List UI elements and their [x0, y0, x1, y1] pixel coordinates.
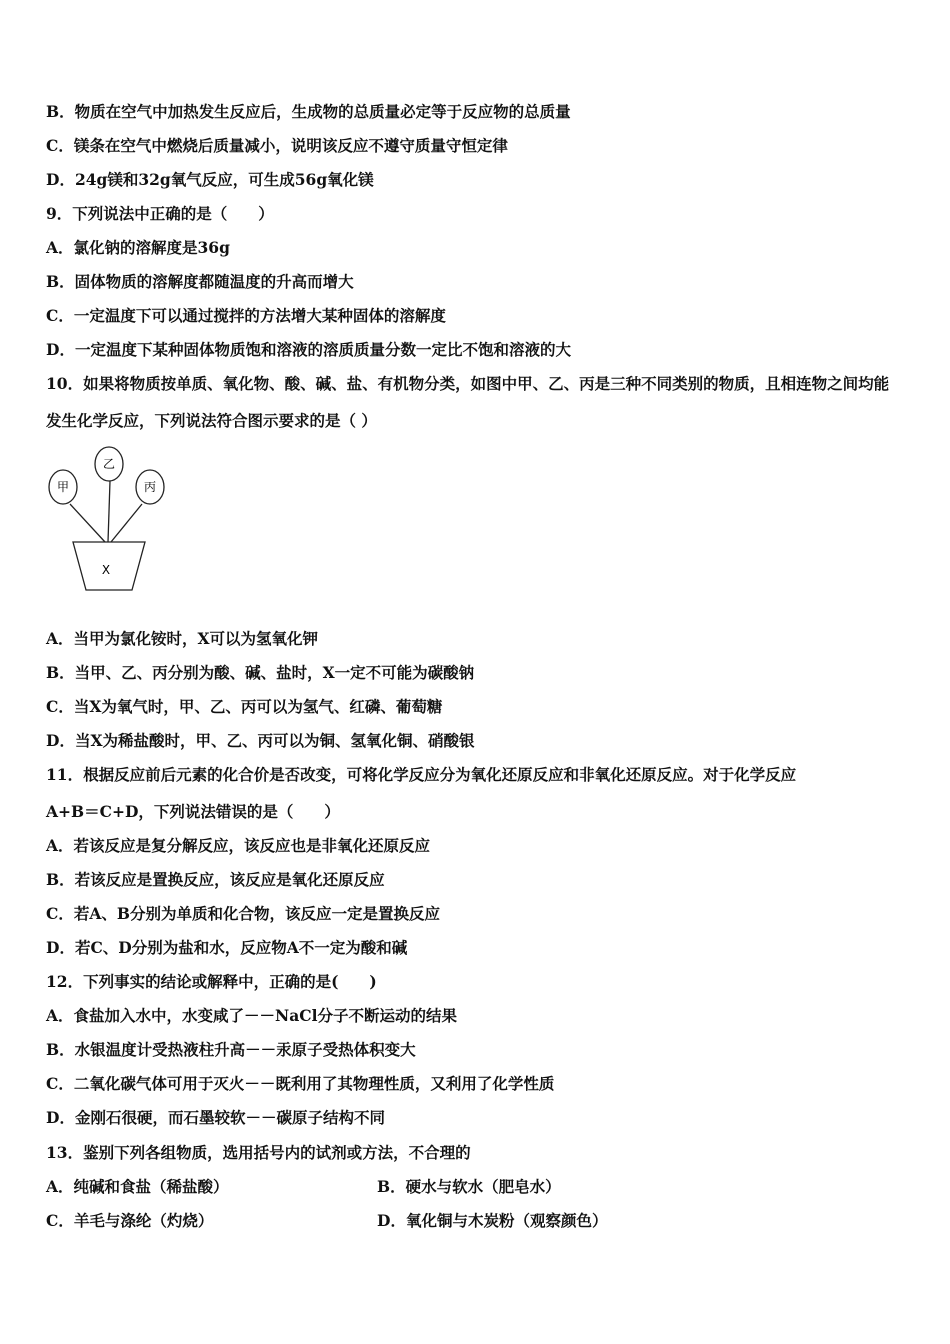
- q10-option-d: D．当X为稀盐酸时，甲、乙、丙可以为铜、氢氧化铜、硝酸银: [46, 731, 475, 750]
- q12-option-d: D．金刚石很硬，而石墨较软－－碳原子结构不同: [46, 1108, 385, 1127]
- q13-option-c: C．羊毛与涤纶（灼烧）: [46, 1211, 214, 1230]
- q9-option-c: C．一定温度下可以通过搅拌的方法增大某种固体的溶解度: [46, 306, 446, 325]
- q11-option-b: B．若该反应是置换反应，该反应是氧化还原反应: [46, 870, 385, 889]
- label-bing: 丙: [143, 480, 157, 494]
- stem-jia: [70, 504, 105, 542]
- q12-option-b: B．水银温度计受热液柱升高－－汞原子受热体积变大: [46, 1040, 416, 1059]
- stem-bing: [111, 504, 142, 542]
- q13-option-b: B．硬水与软水（肥皂水）: [377, 1177, 561, 1196]
- stem-yi: [108, 481, 110, 542]
- label-yi: 乙: [102, 457, 116, 471]
- q10-stem-line2: 发生化学反应，下列说法符合图示要求的是（ ）: [46, 411, 377, 430]
- q11-option-d: D．若C、D分别为盐和水，反应物A不一定为酸和碱: [46, 938, 408, 957]
- q13-option-a: A．纯碱和食盐（稀盐酸）: [46, 1177, 229, 1196]
- q11-stem-line2: A+B＝C+D，下列说法错误的是（ ）: [46, 802, 340, 821]
- q11-option-a: A．若该反应是复分解反应，该反应也是非氧化还原反应: [46, 836, 431, 855]
- q13-stem: 13．鉴别下列各组物质，选用括号内的试剂或方法，不合理的: [46, 1143, 471, 1162]
- q13-option-d: D．氧化铜与木炭粉（观察颜色）: [377, 1211, 608, 1230]
- q11-stem-line1: 11．根据反应前后元素的化合价是否改变，可将化学反应分为氧化还原反应和非氧化还原反应。对于化学反应: [46, 765, 797, 784]
- q12-stem: 12．下列事实的结论或解释中，正确的是( ): [46, 972, 377, 991]
- q10-stem-line1: 10．如果将物质按单质、氧化物、酸、碱、盐、有机物分类，如图中甲、乙、丙是三种不同类别的物质，且相连物之间均能: [46, 374, 890, 393]
- q11-option-c: C．若A、B分别为单质和化合物，该反应一定是置换反应: [46, 904, 440, 923]
- q9-option-a: A．氯化钠的溶解度是36g: [46, 238, 230, 257]
- q12-option-a: A．食盐加入水中，水变咸了－－NaCl分子不断运动的结果: [46, 1006, 457, 1025]
- q9-option-d: D．一定温度下某种固体物质饱和溶液的溶质质量分数一定比不饱和溶液的大: [46, 340, 571, 359]
- q10-option-c: C．当X为氧气时，甲、乙、丙可以为氢气、红磷、葡萄糖: [46, 697, 443, 716]
- q8-option-d: D．24g镁和32g氧气反应，可生成56g氧化镁: [46, 170, 374, 189]
- label-jia: 甲: [56, 480, 70, 494]
- q10-option-b: B．当甲、乙、丙分别为酸、碱、盐时，X一定不可能为碳酸钠: [46, 663, 475, 682]
- q9-option-b: B．固体物质的溶解度都随温度的升高而增大: [46, 272, 354, 291]
- q10-option-a: A．当甲为氯化铵时，X可以为氢氧化钾: [46, 629, 319, 648]
- label-x: X: [101, 563, 111, 577]
- flowerpot-diagram-svg: [40, 440, 180, 600]
- q8-option-c: C．镁条在空气中燃烧后质量减小，说明该反应不遵守质量守恒定律: [46, 136, 508, 155]
- q9-stem: 9．下列说法中正确的是（ ）: [46, 204, 274, 223]
- q8-option-b: B．物质在空气中加热发生反应后，生成物的总质量必定等于反应物的总质量: [46, 102, 571, 121]
- q12-option-c: C．二氧化碳气体可用于灭火－－既利用了其物理性质，又利用了化学性质: [46, 1074, 555, 1093]
- flowerpot-diagram: [40, 440, 180, 600]
